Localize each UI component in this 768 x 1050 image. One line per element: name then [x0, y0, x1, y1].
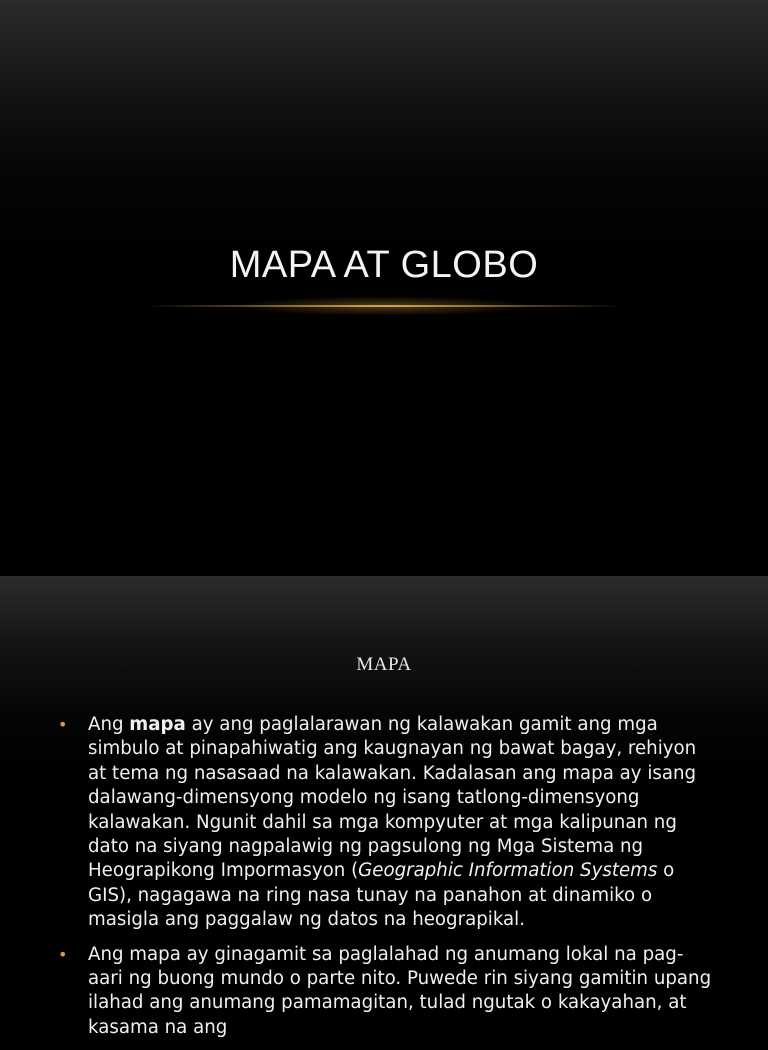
- bullet-dot-icon: •: [58, 715, 68, 734]
- bullet-item: [58, 943, 718, 1041]
- title-underline: [144, 305, 624, 307]
- bullet-text: Ang: [88, 714, 130, 735]
- bullet-text: o GIS), nagagawa na ring nasa tunay na panahon at dinamiko o masigla ang paggalaw ng datos na heograpikal.: [88, 860, 675, 931]
- slide-heading: MAPA: [356, 654, 412, 675]
- bullet-bold-term: mapa: [129, 714, 186, 735]
- bullet-text: Ang mapa ay ginagamit sa paglalahad ng anumang lokal na pag-aari ng buong mundo o parte nito. Puwede rin siyang gamitin upang ilahad ang anumang pamamagitan, tulad ngutak o kakayahan, at kasama na ang: [88, 943, 712, 1038]
- bullet-item: [58, 713, 718, 933]
- content-slide: [0, 576, 768, 1038]
- slide-title: MAPA AT GLOBO: [229, 244, 539, 286]
- bullet-dot-icon: •: [58, 944, 68, 964]
- bullet-list: [58, 713, 718, 1050]
- bullet-italic-term: Geographic Information Systems: [358, 860, 658, 882]
- bullet-text: ay ang paglalarawan ng kalawakan gamit ang mga simbulo at pinapahiwatig ang kaugnayan ng bawat bagay, rehiyon at tema ng nasasaad na kalawakan. Kadalasan ang mapa ay isang dalawang-dimensyong modelo ng isang tatlong-dimensyong kalawakan. Ngunit dahil sa mga kompyuter at mga kalipunan ng dato na siyang nagpalawig ng pagsulong ng Mga Sistema ng Heograpikong Impormasyon (: [88, 714, 697, 882]
